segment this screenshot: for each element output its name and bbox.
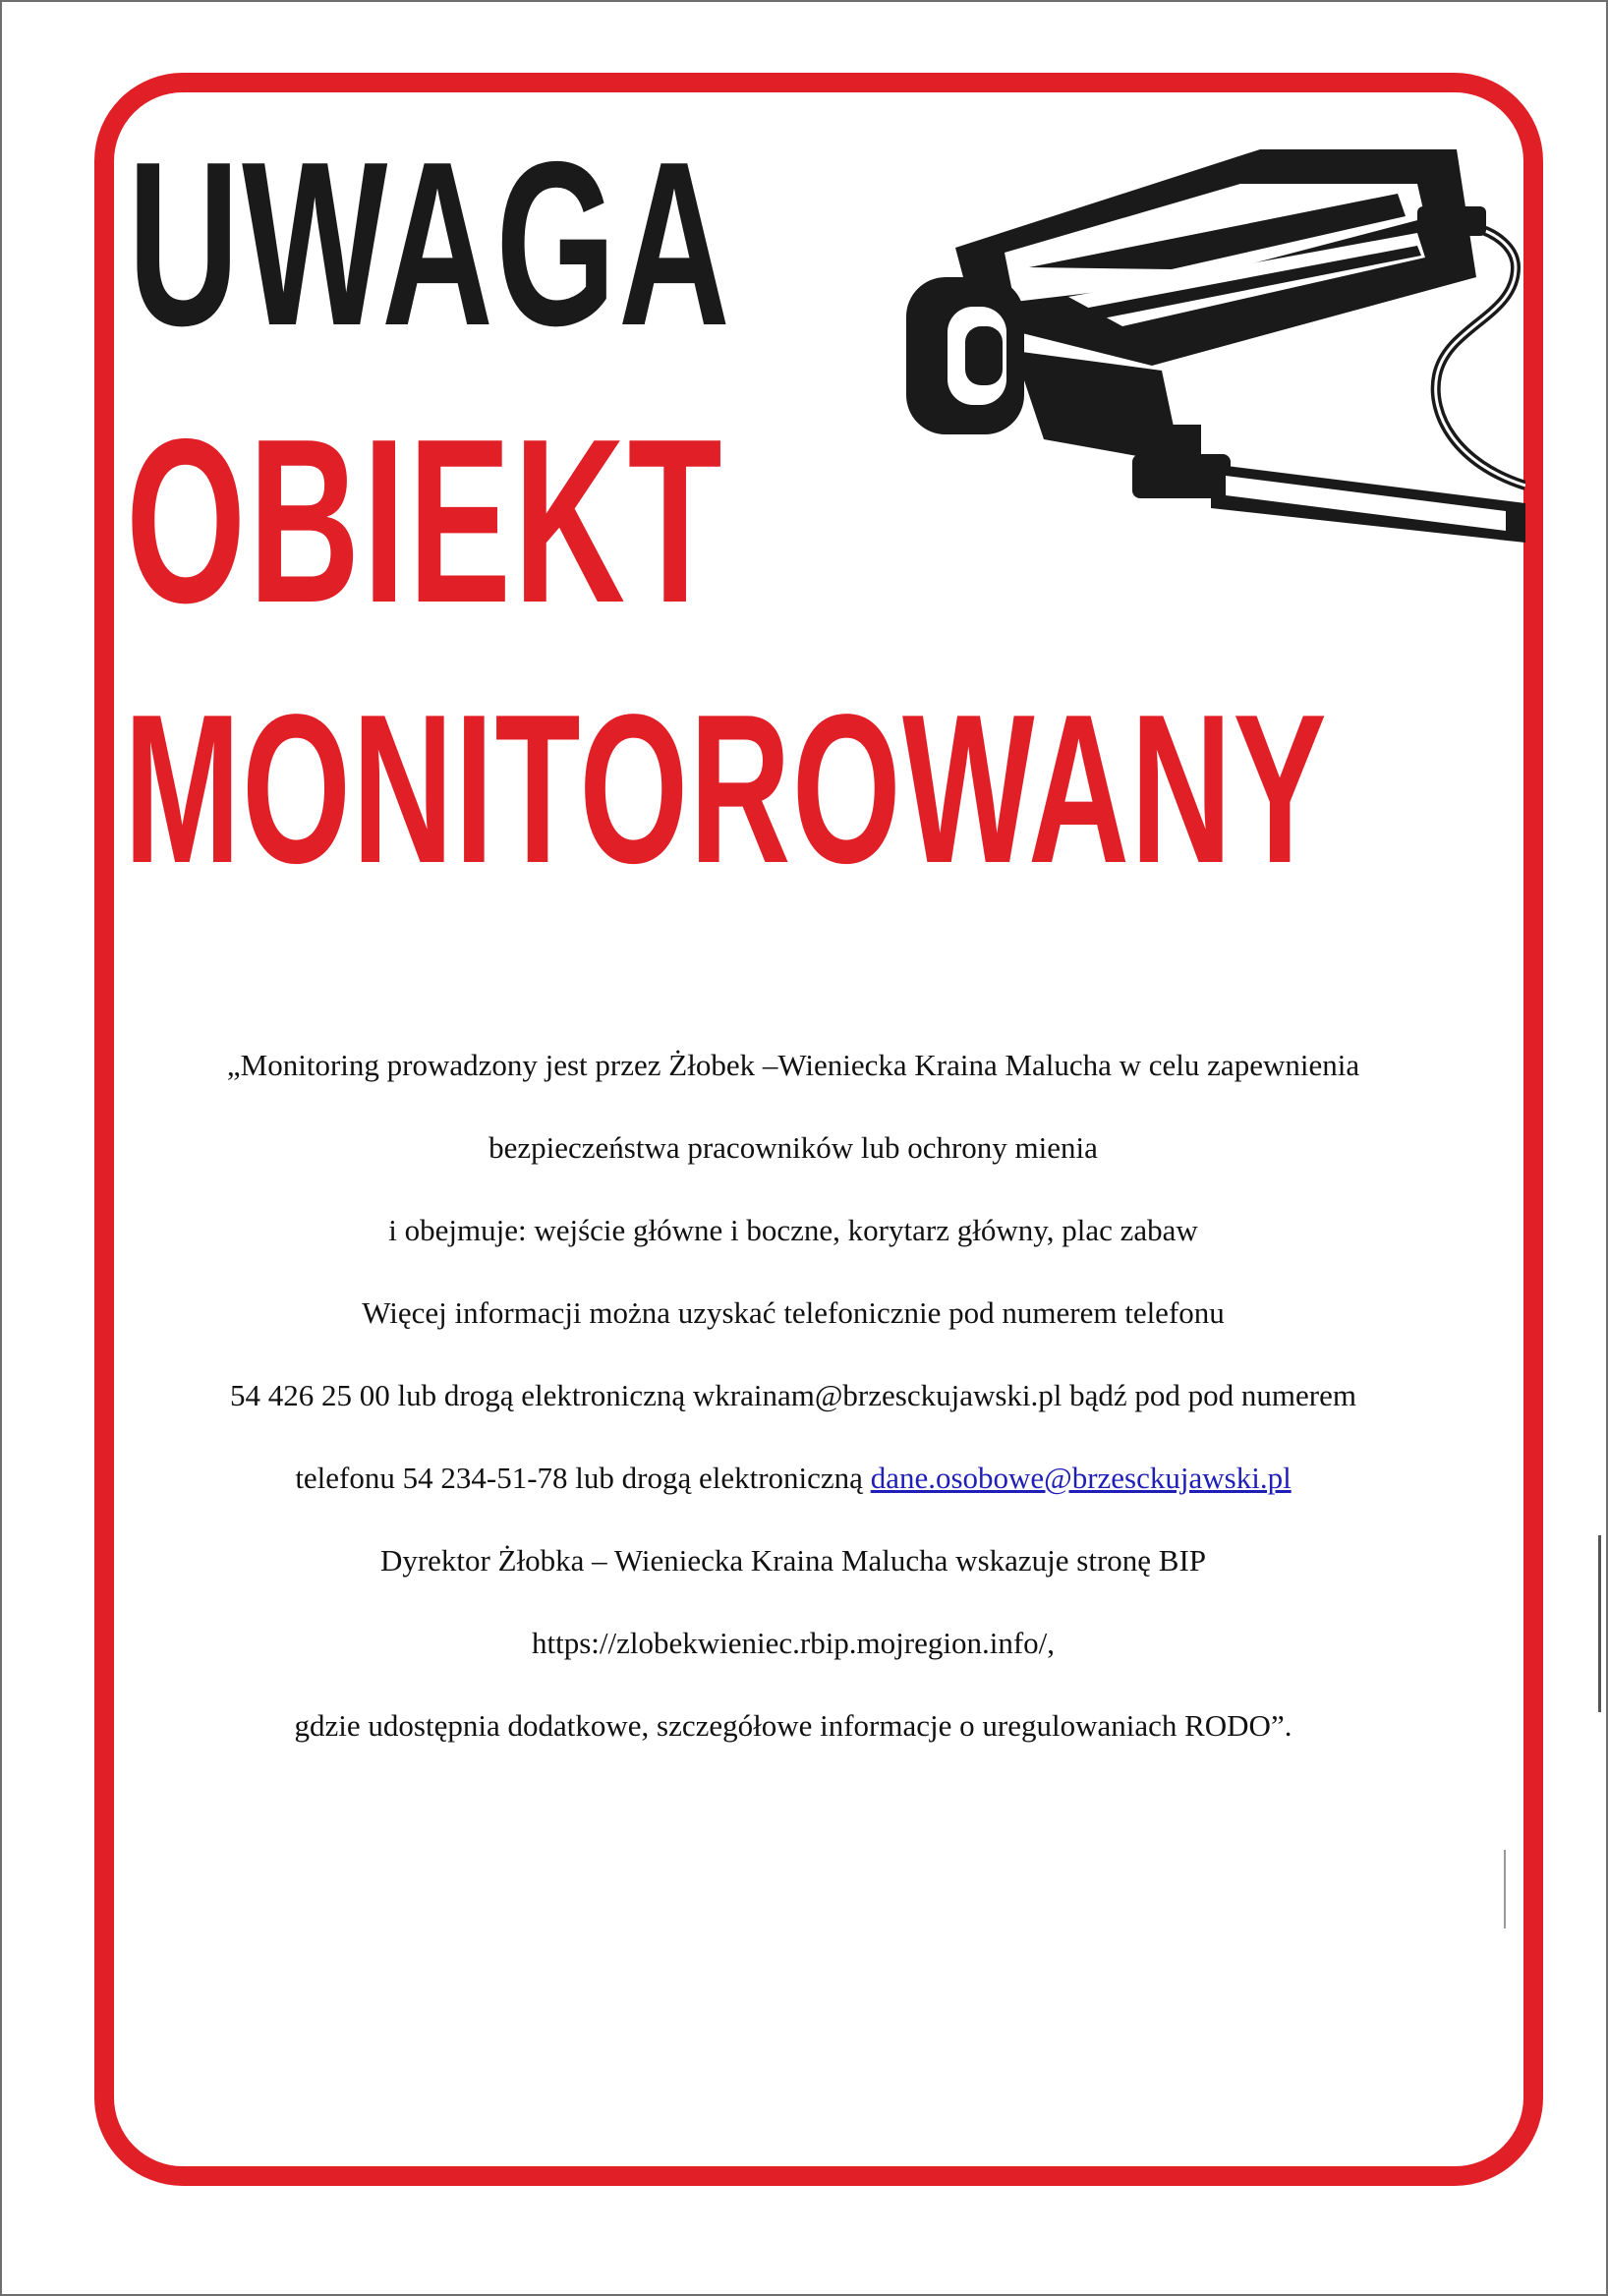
notice-line: i obejmuje: wejście główne i boczne, korytarz główny, plac zabaw (388, 1213, 1198, 1247)
headline-uwaga: UWAGA (128, 114, 733, 374)
notice-line: Dyrektor Żłobka – Wieniecka Kraina Malucha wskazuje stronę BIP (379, 1543, 1207, 1578)
headline-obiekt: OBIEKT (126, 391, 725, 652)
notice-line: Więcej informacji można uzyskać telefonicznie pod numerem telefonu (362, 1295, 1225, 1330)
security-camera-icon (887, 140, 1525, 602)
notice-line: 54 426 25 00 lub drogą elektroniczną wkrainam@brzesckujawski.pl bądź pod pod numerem (230, 1378, 1356, 1412)
scan-mark (1598, 1535, 1601, 1712)
notice-line: gdzie udostępnia dodatkowe, szczegółowe informacje o uregulowaniach RODO”. (294, 1708, 1292, 1743)
notice-line (130, 1437, 1457, 1520)
notice-line: bezpieczeństwa pracowników lub ochrony mienia (488, 1130, 1098, 1165)
notice-line: https://zlobekwieniec.rbip.mojregion.info/, (531, 1626, 1056, 1660)
notice-line: „Monitoring prowadzony jest przez Żłobek –Wieniecka Kraina Malucha w celu zapewnienia (226, 1048, 1360, 1082)
headline-monitorowany: MONITOROWANY (124, 669, 1328, 907)
email-link[interactable]: dane.osobowe@brzesckujawski.pl (870, 1461, 1292, 1495)
notice-text (130, 1024, 1457, 1767)
scan-mark (1504, 1850, 1506, 1928)
notice-line-text: telefonu 54 234-51-78 lub drogą elektroniczną (295, 1461, 871, 1495)
